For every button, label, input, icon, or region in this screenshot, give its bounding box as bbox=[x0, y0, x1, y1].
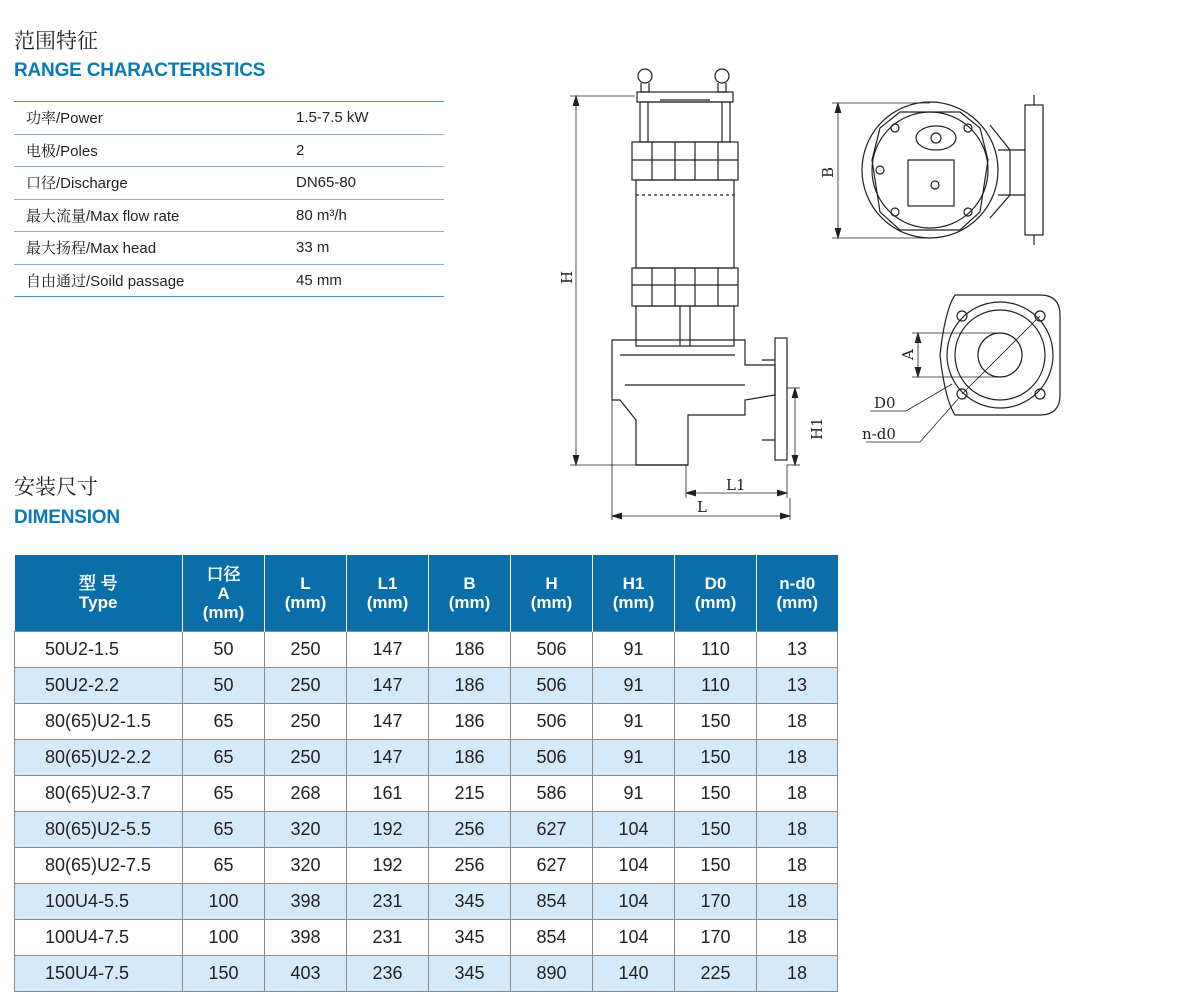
pump-side-view bbox=[612, 69, 787, 465]
header-type-line2: Type bbox=[79, 593, 118, 612]
cell-l: 268 bbox=[265, 776, 347, 812]
table-row bbox=[15, 920, 838, 956]
cell-l1: 147 bbox=[347, 668, 429, 704]
cell-a: 65 bbox=[183, 776, 265, 812]
cell-d0: 150 bbox=[675, 704, 757, 740]
cell-l: 250 bbox=[265, 668, 347, 704]
range-value: 1.5-7.5 kW bbox=[284, 102, 444, 135]
pump-dimension-drawing bbox=[548, 62, 1068, 532]
table-row bbox=[15, 668, 838, 704]
cell-l1: 161 bbox=[347, 776, 429, 812]
cell-nd0: 18 bbox=[757, 884, 838, 920]
cell-type: 80(65)U2-2.2 bbox=[15, 740, 183, 776]
cell-a: 50 bbox=[183, 632, 265, 668]
table-row bbox=[15, 848, 838, 884]
header-type-line1: 型 号 bbox=[78, 574, 118, 593]
cell-l: 250 bbox=[265, 740, 347, 776]
cell-h1: 104 bbox=[593, 920, 675, 956]
cell-l1: 147 bbox=[347, 740, 429, 776]
label-b: B bbox=[819, 166, 837, 178]
cell-h1: 91 bbox=[593, 704, 675, 740]
label-d0: D0 bbox=[874, 394, 896, 412]
header-l1 bbox=[347, 555, 429, 632]
header-a-line3: (mm) bbox=[202, 602, 245, 622]
cell-l1: 231 bbox=[347, 884, 429, 920]
cell-nd0: 18 bbox=[757, 812, 838, 848]
cell-a: 50 bbox=[183, 668, 265, 704]
cell-h: 506 bbox=[511, 740, 593, 776]
cell-type: 50U2-2.2 bbox=[15, 668, 183, 704]
cell-h1: 91 bbox=[593, 632, 675, 668]
cell-a: 150 bbox=[183, 956, 265, 992]
cell-h: 506 bbox=[511, 632, 593, 668]
cell-type: 50U2-1.5 bbox=[15, 632, 183, 668]
range-row-head bbox=[14, 232, 444, 265]
header-h1-line1: H1 bbox=[622, 574, 645, 593]
range-characteristics-table bbox=[14, 101, 444, 297]
label-nd0: n-d0 bbox=[862, 425, 896, 443]
cell-nd0: 13 bbox=[757, 668, 838, 704]
cell-a: 65 bbox=[183, 704, 265, 740]
cell-b: 186 bbox=[429, 740, 511, 776]
cell-type: 100U4-5.5 bbox=[15, 884, 183, 920]
cell-h: 890 bbox=[511, 956, 593, 992]
cell-h1: 91 bbox=[593, 668, 675, 704]
cell-l: 398 bbox=[265, 884, 347, 920]
cell-a: 65 bbox=[183, 848, 265, 884]
cell-a: 100 bbox=[183, 884, 265, 920]
cell-type: 80(65)U2-7.5 bbox=[15, 848, 183, 884]
cell-b: 345 bbox=[429, 956, 511, 992]
range-value: 45 mm bbox=[284, 264, 444, 297]
label-l: L bbox=[697, 498, 707, 516]
range-row-power bbox=[14, 102, 444, 135]
range-row-passage bbox=[14, 264, 444, 297]
range-title-cn: 范围特征 bbox=[14, 29, 98, 53]
cell-d0: 150 bbox=[675, 812, 757, 848]
header-d0 bbox=[675, 555, 757, 632]
cell-l: 320 bbox=[265, 812, 347, 848]
range-label: 口径/Discharge bbox=[14, 167, 284, 200]
cell-d0: 150 bbox=[675, 740, 757, 776]
range-row-poles bbox=[14, 134, 444, 167]
cell-h1: 91 bbox=[593, 740, 675, 776]
dimension-h bbox=[570, 96, 636, 465]
range-label: 最大流量/Max flow rate bbox=[14, 199, 284, 232]
range-label: 自由通过/Soild passage bbox=[14, 264, 284, 297]
cell-b: 186 bbox=[429, 668, 511, 704]
range-label: 最大扬程/Max head bbox=[14, 232, 284, 265]
cell-l1: 192 bbox=[347, 812, 429, 848]
header-h-line1: H bbox=[545, 574, 558, 593]
lifting-eye-left-icon bbox=[638, 69, 652, 83]
cell-d0: 150 bbox=[675, 848, 757, 884]
cell-l1: 147 bbox=[347, 632, 429, 668]
range-value: 2 bbox=[284, 134, 444, 167]
header-l-line1: L bbox=[300, 574, 311, 593]
cell-l1: 192 bbox=[347, 848, 429, 884]
range-label: 电极/Poles bbox=[14, 134, 284, 167]
cell-h1: 104 bbox=[593, 884, 675, 920]
cell-nd0: 18 bbox=[757, 704, 838, 740]
cell-b: 256 bbox=[429, 812, 511, 848]
cell-l1: 231 bbox=[347, 920, 429, 956]
cell-a: 65 bbox=[183, 740, 265, 776]
cell-h: 506 bbox=[511, 668, 593, 704]
header-nd0 bbox=[757, 555, 838, 632]
cell-nd0: 18 bbox=[757, 776, 838, 812]
table-row bbox=[15, 776, 838, 812]
header-a-line1: 口径 bbox=[206, 564, 241, 584]
label-a: A bbox=[899, 349, 917, 360]
cell-h: 627 bbox=[511, 848, 593, 884]
cell-nd0: 18 bbox=[757, 920, 838, 956]
lifting-eye-right-icon bbox=[715, 69, 729, 83]
label-h: H bbox=[558, 270, 576, 284]
cell-h: 627 bbox=[511, 812, 593, 848]
cell-h1: 104 bbox=[593, 848, 675, 884]
header-h1 bbox=[593, 555, 675, 632]
cell-d0: 110 bbox=[675, 632, 757, 668]
cell-nd0: 13 bbox=[757, 632, 838, 668]
header-h-line2: (mm) bbox=[530, 593, 573, 612]
header-l1-line1: L1 bbox=[377, 574, 398, 593]
table-row bbox=[15, 704, 838, 740]
pump-top-view bbox=[862, 95, 1043, 245]
cell-d0: 150 bbox=[675, 776, 757, 812]
range-row-discharge bbox=[14, 167, 444, 200]
table-row bbox=[15, 632, 838, 668]
cell-l: 250 bbox=[265, 704, 347, 740]
header-b-line1: B bbox=[463, 574, 476, 593]
header-l bbox=[265, 555, 347, 632]
range-value: 33 m bbox=[284, 232, 444, 265]
cell-b: 345 bbox=[429, 920, 511, 956]
header-h bbox=[511, 555, 593, 632]
cell-d0: 170 bbox=[675, 884, 757, 920]
header-a-line2: A bbox=[217, 583, 230, 603]
cell-nd0: 18 bbox=[757, 740, 838, 776]
cell-b: 186 bbox=[429, 704, 511, 740]
cell-type: 150U4-7.5 bbox=[15, 956, 183, 992]
cell-h1: 91 bbox=[593, 776, 675, 812]
header-type bbox=[15, 555, 183, 632]
header-l1-line2: (mm) bbox=[366, 593, 409, 612]
cell-type: 80(65)U2-1.5 bbox=[15, 704, 183, 740]
dimension-title-en: DIMENSION bbox=[14, 507, 120, 528]
cell-l: 398 bbox=[265, 920, 347, 956]
header-d0-line1: D0 bbox=[704, 574, 727, 593]
header-h1-line2: (mm) bbox=[612, 593, 655, 612]
cell-h: 586 bbox=[511, 776, 593, 812]
cell-l1: 147 bbox=[347, 704, 429, 740]
header-b bbox=[429, 555, 511, 632]
label-l1: L1 bbox=[726, 476, 746, 494]
cell-d0: 110 bbox=[675, 668, 757, 704]
header-nd0-line2: (mm) bbox=[776, 593, 819, 612]
cell-d0: 225 bbox=[675, 956, 757, 992]
cell-type: 100U4-7.5 bbox=[15, 920, 183, 956]
cell-a: 100 bbox=[183, 920, 265, 956]
table-row bbox=[15, 956, 838, 992]
cell-b: 256 bbox=[429, 848, 511, 884]
header-b-line2: (mm) bbox=[448, 593, 491, 612]
cell-h1: 104 bbox=[593, 812, 675, 848]
cell-h: 854 bbox=[511, 884, 593, 920]
dimension-h1 bbox=[787, 388, 800, 465]
cell-d0: 170 bbox=[675, 920, 757, 956]
cell-type: 80(65)U2-5.5 bbox=[15, 812, 183, 848]
flange-view bbox=[940, 295, 1060, 415]
cell-nd0: 18 bbox=[757, 848, 838, 884]
cell-l: 403 bbox=[265, 956, 347, 992]
label-h1: H1 bbox=[808, 417, 826, 440]
header-l-line2: (mm) bbox=[284, 593, 327, 612]
cell-l: 320 bbox=[265, 848, 347, 884]
range-row-flow bbox=[14, 199, 444, 232]
cell-type: 80(65)U2-3.7 bbox=[15, 776, 183, 812]
cell-a: 65 bbox=[183, 812, 265, 848]
range-label: 功率/Power bbox=[14, 102, 284, 135]
cell-nd0: 18 bbox=[757, 956, 838, 992]
dimension-header-row bbox=[15, 555, 838, 632]
cell-h1: 140 bbox=[593, 956, 675, 992]
table-row bbox=[15, 740, 838, 776]
range-title-en: RANGE CHARACTERISTICS bbox=[14, 60, 266, 81]
cell-b: 345 bbox=[429, 884, 511, 920]
cell-l1: 236 bbox=[347, 956, 429, 992]
range-value: 80 m³/h bbox=[284, 199, 444, 232]
range-value: DN65-80 bbox=[284, 167, 444, 200]
cell-h: 506 bbox=[511, 704, 593, 740]
cell-b: 215 bbox=[429, 776, 511, 812]
cell-l: 250 bbox=[265, 632, 347, 668]
dimension-a bbox=[912, 333, 1000, 377]
table-row bbox=[15, 812, 838, 848]
dimension-table bbox=[14, 555, 838, 992]
header-a bbox=[183, 555, 265, 632]
header-nd0-line1: n-d0 bbox=[779, 574, 816, 593]
cell-h: 854 bbox=[511, 920, 593, 956]
header-d0-line2: (mm) bbox=[694, 593, 737, 612]
cell-b: 186 bbox=[429, 632, 511, 668]
dimension-title-cn: 安装尺寸 bbox=[14, 475, 98, 499]
table-row bbox=[15, 884, 838, 920]
